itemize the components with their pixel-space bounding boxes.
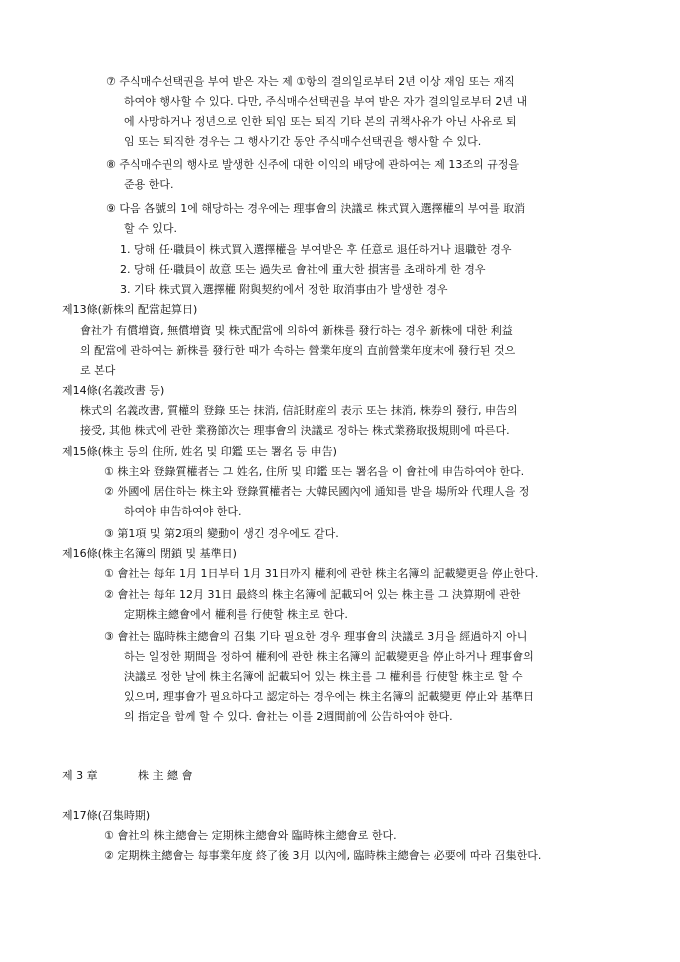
art12-p7-line3: 에 사망하거나 정년으로 인한 퇴임 또는 퇴직 기타 본의 귀책사유가 아닌 사유로 퇴 <box>124 115 517 128</box>
art13-body-line1: 會社가 有償增資, 無償增資 및 株式配當에 의하여 新株를 發行하는 경우 新株에 대한 利益 <box>80 324 513 337</box>
chapter-label: 제 3 章 <box>62 769 98 782</box>
art12-item-1: 1. 당해 任·職員이 株式買入選擇權을 부여받은 후 任意로 退任하거나 退職한 경우 <box>120 243 512 256</box>
art14-body-line1: 株式의 名義改書, 質權의 登錄 또는 抹消, 信託財産의 表示 또는 抹消, 株券의 發行, 申告의 <box>80 404 518 417</box>
art12-p7-line4: 임 또는 퇴직한 경우는 그 행사기간 동안 주식매수선택권을 행사할 수 있다. <box>124 135 482 148</box>
art16-p3-line3: 決議로 정한 날에 株主名簿에 記載되어 있는 株主를 그 權利를 行使할 株主로 할 수 <box>124 670 523 683</box>
art15-p2-line1: ② 外國에 居住하는 株主와 登錄質權者는 大韓民國內에 通知를 받을 場所와 代理人을 정 <box>104 485 530 498</box>
art15-p3-line1: ③ 第1項 및 第2項의 變動이 생긴 경우에도 같다. <box>104 527 339 540</box>
art14-title: 제14條(名義改書 등) <box>62 384 165 397</box>
art12-p7-line1: ⑦ 주식매수선택권을 부여 받은 자는 제 ①항의 결의일로부터 2년 이상 재임 또는 재직 <box>106 75 515 88</box>
art16-title: 제16條(株主名簿의 閉鎖 및 基準日) <box>62 547 237 560</box>
art16-p3-line5: 의 指定을 함께 할 수 있다. 會社는 이를 2週間前에 公告하여야 한다. <box>124 710 453 723</box>
art14-body-line2: 接受, 其他 株式에 관한 業務節次는 理事會의 決議로 정하는 株式業務取扱規則에 따른다. <box>80 424 510 437</box>
art16-p3-line2: 하는 일정한 期間을 정하여 權利에 관한 株主名簿의 記載變更을 停止하거나 理事會의 <box>124 650 534 663</box>
art12-item-3: 3. 기타 株式買入選擇權 附與契約에서 정한 取消事由가 발생한 경우 <box>120 283 448 296</box>
art12-p8-line1: ⑧ 주식매수권의 행사로 발생한 신주에 대한 이익의 배당에 관하여는 제 13조의 규정을 <box>106 158 519 171</box>
art12-p9-line1: ⑨ 다음 各號의 1에 해당하는 경우에는 理事會의 決議로 株式買入選擇權의 부여를 取消 <box>106 202 526 215</box>
art17-p1-line1: ① 會社의 株主總會는 定期株主總會와 臨時株主總會로 한다. <box>104 829 397 842</box>
art16-p2-line2: 定期株主總會에서 權利를 行使할 株主로 한다. <box>124 608 348 621</box>
art16-p2-line1: ② 會社는 每年 12月 31日 最終의 株主名簿에 記載되어 있는 株主를 그 決算期에 관한 <box>104 588 521 601</box>
art13-title: 제13條(新株의 配當起算日) <box>62 303 198 316</box>
art12-item-2: 2. 당해 任·職員이 故意 또는 過失로 會社에 重大한 損害를 초래하게 한 경우 <box>120 263 486 276</box>
art16-p3-line4: 있으며, 理事會가 필요하다고 認定하는 경우에는 株主名簿의 記載變更 停止와 基準日 <box>124 690 535 703</box>
art13-body-line3: 로 본다 <box>80 364 116 377</box>
art12-p7-line2: 하여야 행사할 수 있다. 다만, 주식매수선택권을 부여 받은 자가 결의일로부터 2년 내 <box>124 95 528 108</box>
art12-p8-line2: 준용 한다. <box>124 178 174 191</box>
art16-p1-line1: ① 會社는 每年 1月 1日부터 1月 31日까지 權利에 관한 株主名簿의 記載變更을 停止한다. <box>104 567 539 580</box>
art13-body-line2: 의 配當에 관하여는 新株를 發行한 때가 속하는 營業年度의 直前營業年度末에 發行된 것으 <box>80 344 516 357</box>
art15-p1-line1: ① 株主와 登錄質權者는 그 姓名, 住所 및 印鑑 또는 署名을 이 會社에 申告하여야 한다. <box>104 465 525 478</box>
art15-p2-line2: 하여야 申告하여야 한다. <box>124 505 242 518</box>
art12-p9-line2: 할 수 있다. <box>124 222 177 235</box>
art15-title: 제15條(株主 등의 住所, 姓名 및 印鑑 또는 署名 등 申告) <box>62 445 337 458</box>
art17-title: 제17條(召集時期) <box>62 809 151 822</box>
chapter-title: 株 主 總 會 <box>138 769 193 782</box>
art17-p2-line1: ② 定期株主總會는 每事業年度 終了後 3月 以內에, 臨時株主總會는 必要에 따라 召集한다. <box>104 849 542 862</box>
art16-p3-line1: ③ 會社는 臨時株主總會의 召集 기타 필요한 경우 理事會의 決議로 3月을 經過하지 아니 <box>104 630 528 643</box>
